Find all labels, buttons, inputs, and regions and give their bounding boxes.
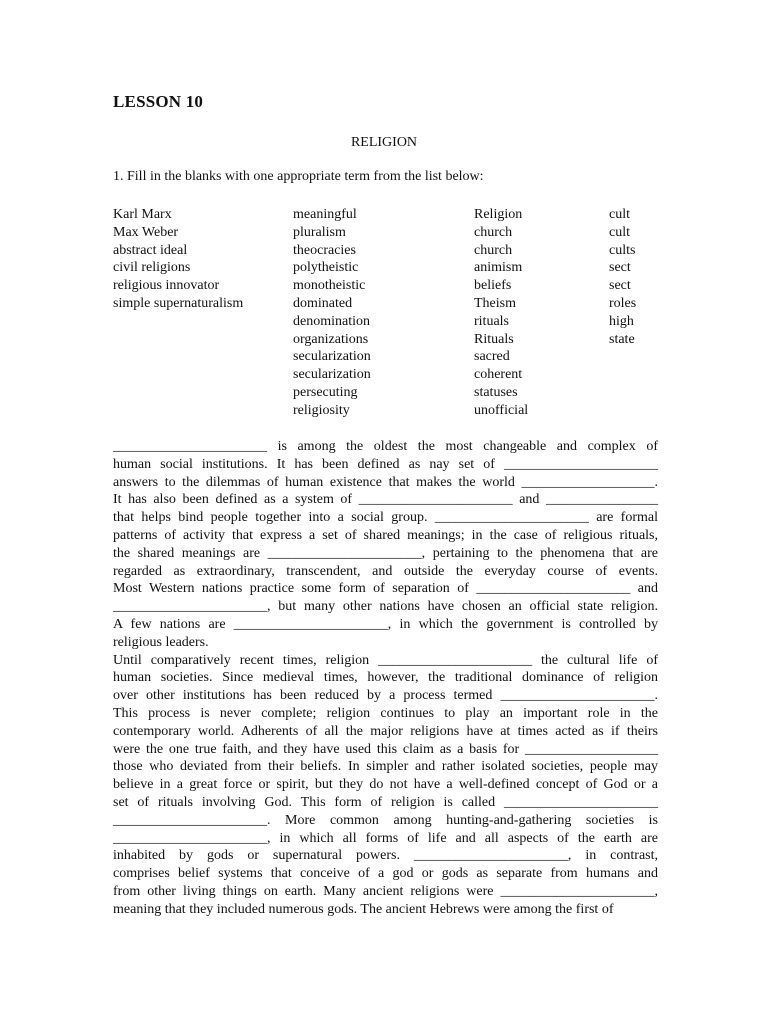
passage-line: human social institutions. It has been defined as nay set of ______________________ <box>113 456 658 472</box>
term-item: state <box>609 331 635 347</box>
passage-line: human societies. Since medieval times, however, the traditional dominance of religion <box>113 670 658 686</box>
term-item: animism <box>474 260 523 276</box>
term-item: dominated <box>293 295 353 311</box>
term-item: simple supernaturalism <box>113 295 244 311</box>
term-item: church <box>474 242 513 258</box>
passage-line: ______________________, but many other nations have chosen an official state religion. <box>113 599 658 615</box>
term-item: church <box>474 224 513 240</box>
term-item: secularization <box>293 367 371 383</box>
term-item: pluralism <box>293 224 346 240</box>
passage-line: religious leaders. <box>113 634 209 650</box>
term-item: sect <box>609 260 631 276</box>
term-item: denomination <box>293 313 370 329</box>
term-item: statuses <box>474 384 518 400</box>
passage-line: that helps bind people together into a social group. ______________________ are formal <box>113 510 658 526</box>
passage-line: ______________________, in which all forms of life and all aspects of the earth are <box>113 830 658 846</box>
passage-line: set of rituals involving God. This form of religion is called ______________________ <box>113 794 658 810</box>
term-item: cult <box>609 224 630 240</box>
lesson-title: LESSON 10 <box>113 92 204 111</box>
instruction-text: 1. Fill in the blanks with one appropriate term from the list below: <box>113 169 484 184</box>
passage-line: answers to the dilemmas of human existence that makes the world ___________________. <box>113 474 658 490</box>
term-item: monotheistic <box>293 278 366 294</box>
term-column-3 <box>474 206 528 420</box>
subject-heading <box>0 135 768 151</box>
term-item: organizations <box>293 331 369 347</box>
term-item: religious innovator <box>113 278 220 294</box>
term-item: Religion <box>474 207 523 222</box>
passage-line: comprises belief systems that conceive of a god or gods as separate from humans and <box>113 866 658 882</box>
term-item: persecuting <box>293 384 358 400</box>
subject-text: RELIGION <box>350 135 418 150</box>
passage-line: from other living things on earth. Many ancient religions were ______________________, <box>113 883 658 899</box>
passage-line: patterns of activity that express a set of shared meanings; in the case of religious rituals, <box>113 527 658 543</box>
passage-line: the shared meanings are ______________________, pertaining to the phenomena that are <box>113 545 658 561</box>
passage-line: inhabited by gods or supernatural powers. ______________________, in contrast, <box>113 848 658 864</box>
term-item: cult <box>609 207 630 222</box>
term-item: sacred <box>474 349 510 365</box>
term-item: Theism <box>474 295 516 311</box>
passage-line: over other institutions has been reduced by a process termed ______________________. <box>113 688 658 704</box>
term-item: polytheistic <box>293 260 359 276</box>
passage-line: ______________________ is among the oldest the most changeable and complex of <box>113 439 658 454</box>
passage-line: Until comparatively recent times, religion ______________________ the cultural life of <box>113 652 658 668</box>
passage-line: regarded as extraordinary, transcendent, and outside the everyday course of events. <box>113 563 658 579</box>
term-item: meaningful <box>293 207 357 222</box>
term-item: secularization <box>293 349 371 365</box>
term-column-4 <box>609 206 636 348</box>
term-item: civil religions <box>113 260 191 276</box>
passage-line: Most Western nations practice some form of separation of ______________________ and <box>113 581 658 597</box>
term-item: unofficial <box>474 402 529 418</box>
term-item: roles <box>609 295 637 311</box>
fill-in-passage <box>113 438 658 919</box>
term-item: rituals <box>474 313 509 329</box>
term-column-1 <box>113 206 243 313</box>
term-item: abstract ideal <box>113 242 188 258</box>
term-item: theocracies <box>293 242 356 258</box>
term-item: high <box>609 313 634 329</box>
passage-line: those who deviated from their beliefs. In simpler and rather isolated societies, people may <box>113 759 658 775</box>
term-item: coherent <box>474 367 523 383</box>
passage-line: believe in a great force or spirit, but they do not have a well-defined concept of God or a <box>113 777 658 793</box>
term-item: Max Weber <box>113 224 179 240</box>
passage-line: It has also been defined as a system of ______________________ and ________________ <box>113 492 658 508</box>
term-item: Karl Marx <box>113 207 172 222</box>
passage-line: were the one true faith, and they have used this claim as a basis for ___________________ <box>113 741 658 757</box>
passage-line: contemporary world. Adherents of all the major religions have at times acted as if theirs <box>113 723 658 739</box>
term-item: Rituals <box>474 331 514 347</box>
passage-line: meaning that they included numerous gods. The ancient Hebrews were among the first of <box>113 901 614 917</box>
term-column-2 <box>293 206 371 420</box>
term-item: cults <box>609 242 636 258</box>
passage-line: A few nations are ______________________, in which the government is controlled by <box>113 616 658 632</box>
passage-line: This process is never complete; religion continues to play an important role in the <box>113 705 658 721</box>
term-item: beliefs <box>474 278 512 294</box>
passage-line: ______________________. More common among hunting-and-gathering societies is <box>113 812 658 828</box>
term-item: religiosity <box>293 402 350 418</box>
term-item: sect <box>609 278 631 294</box>
